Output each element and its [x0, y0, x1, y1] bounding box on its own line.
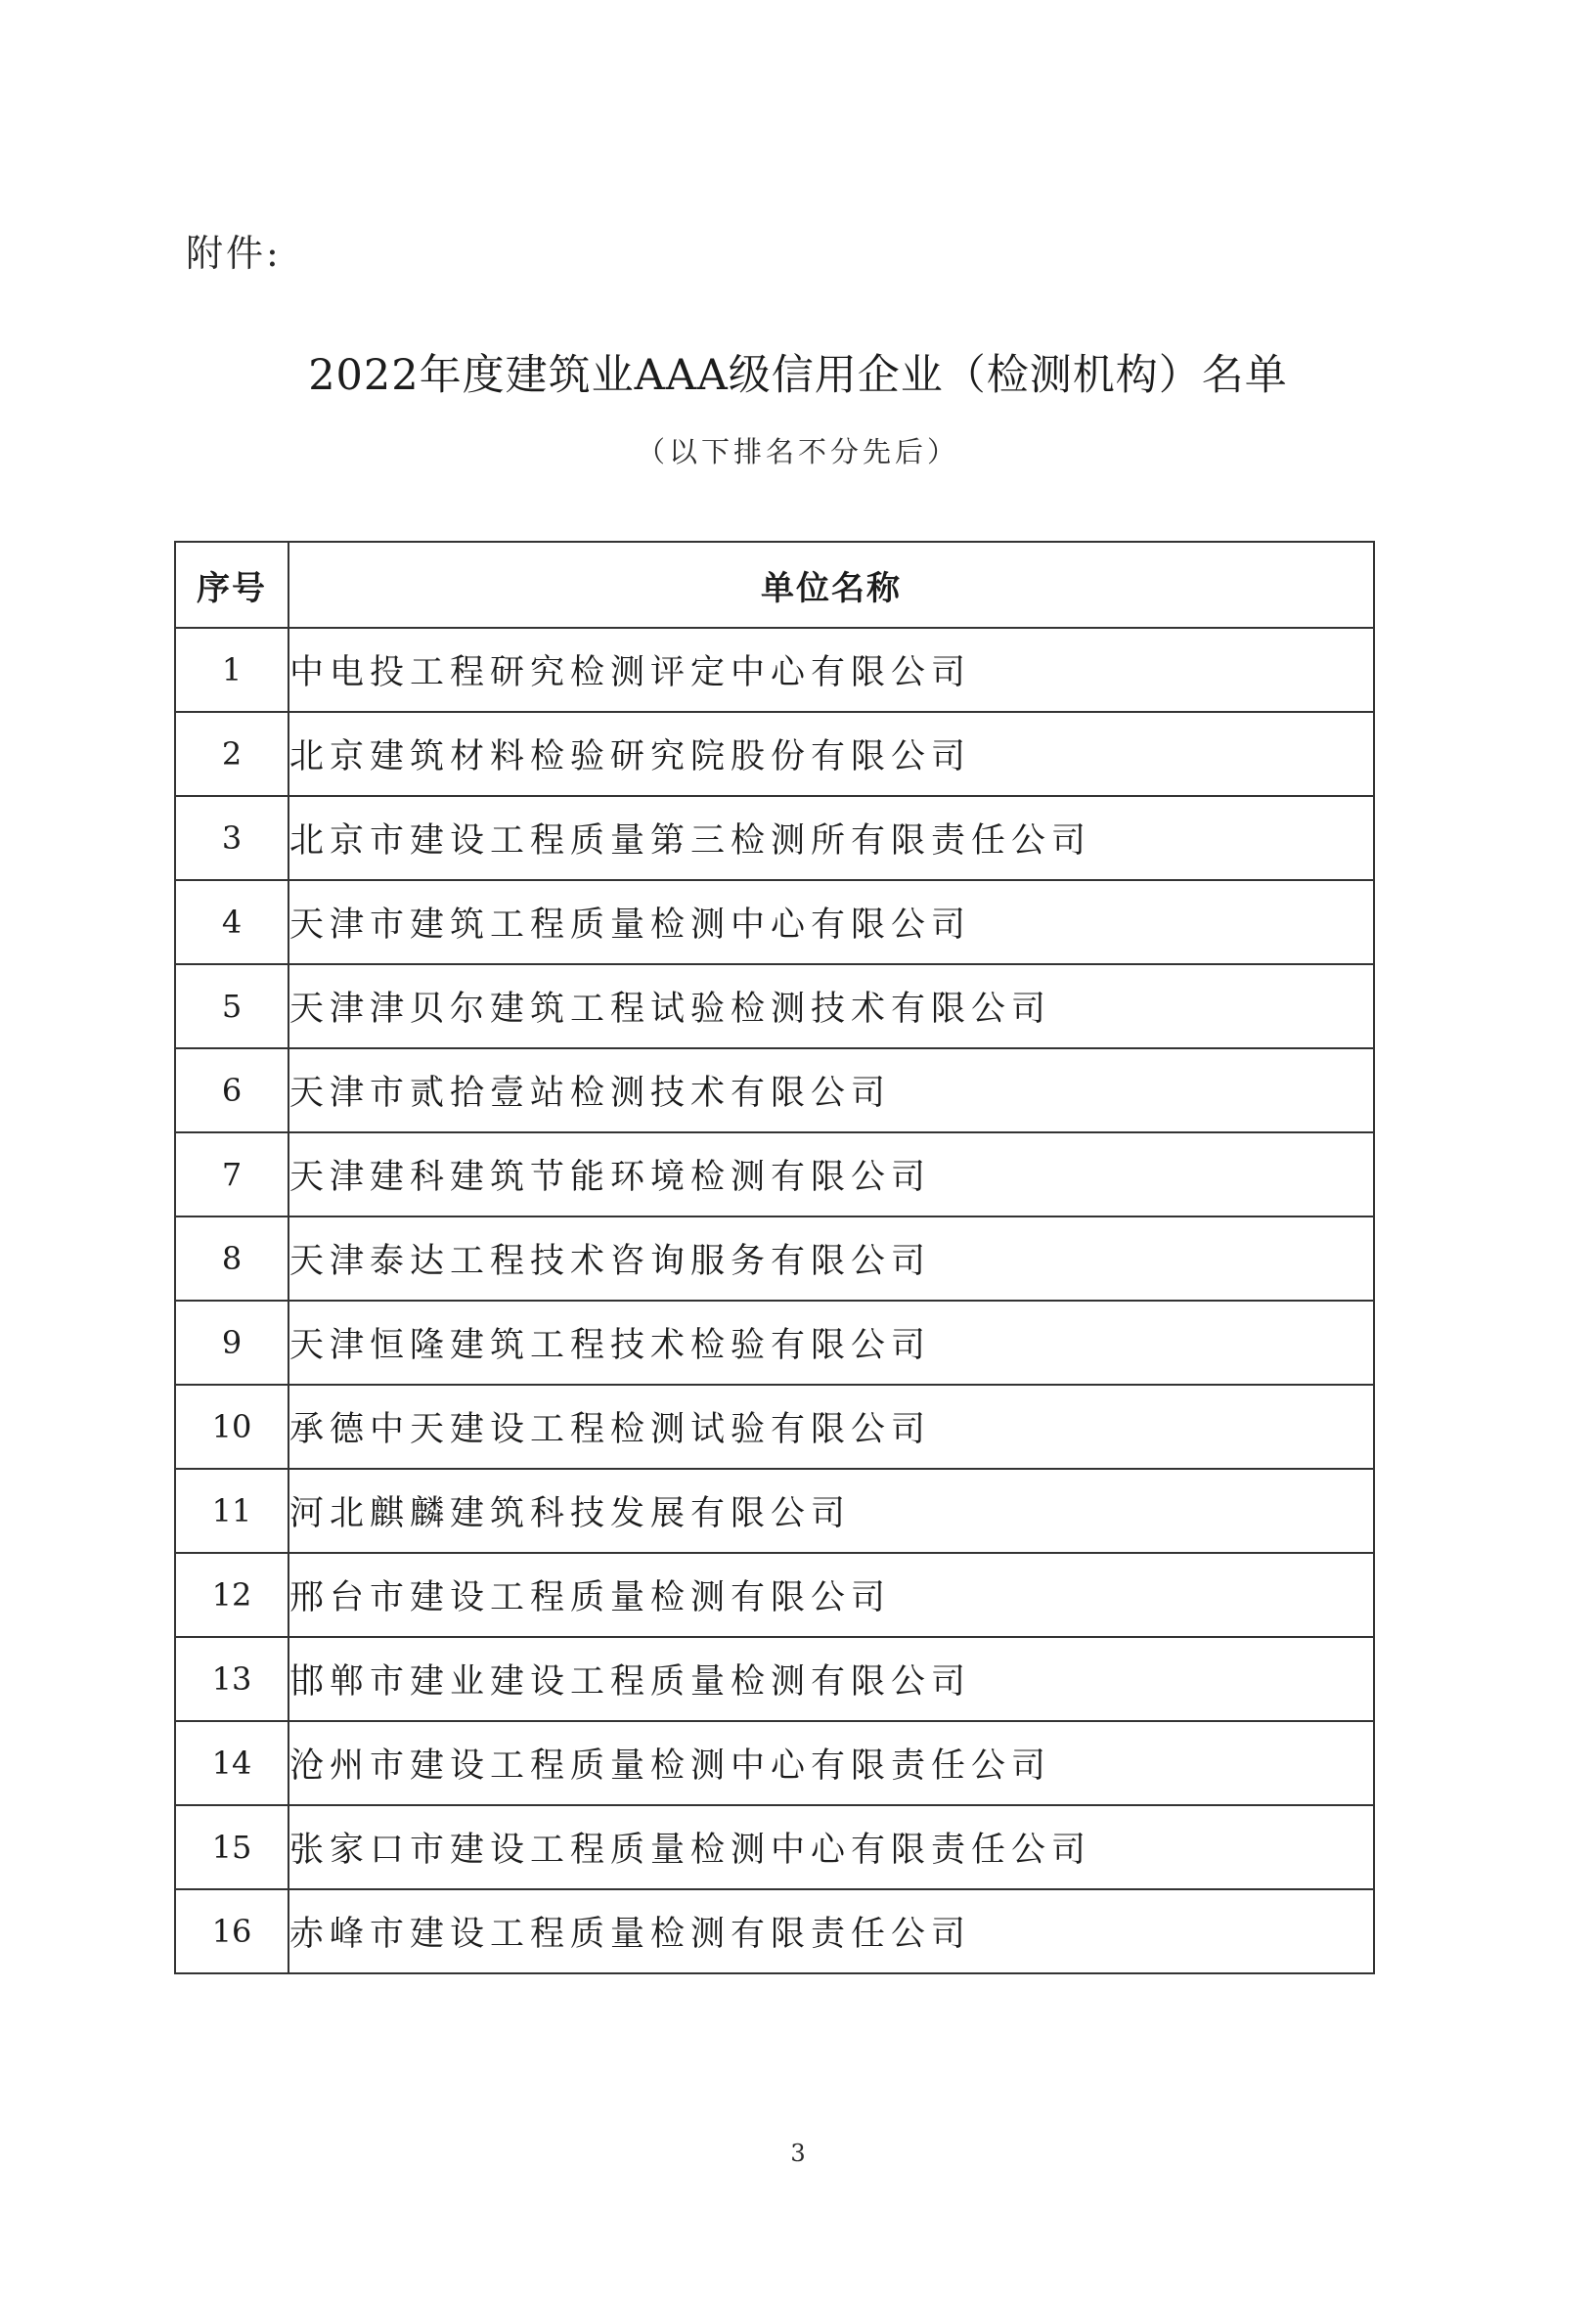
row-unit-name: 北京建筑材料检验研究院股份有限公司 — [288, 712, 1374, 796]
row-unit-name: 中电投工程研究检测评定中心有限公司 — [288, 628, 1374, 712]
attachment-label: 附件: — [186, 232, 282, 275]
row-unit-name: 天津建科建筑节能环境检测有限公司 — [288, 1132, 1374, 1216]
row-unit-name: 承德中天建设工程检测试验有限公司 — [288, 1385, 1374, 1469]
table-row — [175, 1132, 1374, 1216]
row-unit-name: 天津津贝尔建筑工程试验检测技术有限公司 — [288, 964, 1374, 1048]
row-serial-number: 13 — [175, 1637, 288, 1721]
table-row — [175, 1889, 1374, 1973]
table-body — [175, 628, 1374, 1973]
row-serial-number: 3 — [175, 796, 288, 880]
table-row — [175, 1805, 1374, 1889]
table-row — [175, 796, 1374, 880]
row-serial-number: 16 — [175, 1889, 288, 1973]
table-row — [175, 1216, 1374, 1301]
table-row — [175, 1301, 1374, 1385]
row-unit-name: 天津市贰拾壹站检测技术有限公司 — [288, 1048, 1374, 1132]
row-serial-number: 12 — [175, 1553, 288, 1637]
row-serial-number: 6 — [175, 1048, 288, 1132]
row-serial-number: 4 — [175, 880, 288, 964]
row-serial-number: 2 — [175, 712, 288, 796]
table-row — [175, 880, 1374, 964]
enterprise-list-table — [174, 541, 1375, 1974]
row-serial-number: 14 — [175, 1721, 288, 1805]
row-unit-name: 邯郸市建业建设工程质量检测有限公司 — [288, 1637, 1374, 1721]
row-unit-name: 邢台市建设工程质量检测有限公司 — [288, 1553, 1374, 1637]
table-row — [175, 1469, 1374, 1553]
row-unit-name: 张家口市建设工程质量检测中心有限责任公司 — [288, 1805, 1374, 1889]
row-unit-name: 北京市建设工程质量第三检测所有限责任公司 — [288, 796, 1374, 880]
row-serial-number: 10 — [175, 1385, 288, 1469]
header-unit-name: 单位名称 — [288, 542, 1374, 628]
table-row — [175, 628, 1374, 712]
row-serial-number: 8 — [175, 1216, 288, 1301]
table-row — [175, 1721, 1374, 1805]
table-row — [175, 1048, 1374, 1132]
row-serial-number: 1 — [175, 628, 288, 712]
row-unit-name: 赤峰市建设工程质量检测有限责任公司 — [288, 1889, 1374, 1973]
row-serial-number: 9 — [175, 1301, 288, 1385]
row-serial-number: 5 — [175, 964, 288, 1048]
page-number: 3 — [790, 2140, 806, 2167]
table-row — [175, 712, 1374, 796]
table-row — [175, 964, 1374, 1048]
row-serial-number: 11 — [175, 1469, 288, 1553]
row-unit-name: 沧州市建设工程质量检测中心有限责任公司 — [288, 1721, 1374, 1805]
table-header-row — [175, 542, 1374, 628]
row-unit-name: 天津恒隆建筑工程技术检验有限公司 — [288, 1301, 1374, 1385]
row-unit-name: 天津市建筑工程质量检测中心有限公司 — [288, 880, 1374, 964]
table-row — [175, 1385, 1374, 1469]
table-row — [175, 1553, 1374, 1637]
row-unit-name: 天津泰达工程技术咨询服务有限公司 — [288, 1216, 1374, 1301]
row-serial-number: 15 — [175, 1805, 288, 1889]
header-serial-number: 序号 — [175, 542, 288, 628]
row-unit-name: 河北麒麟建筑科技发展有限公司 — [288, 1469, 1374, 1553]
row-serial-number: 7 — [175, 1132, 288, 1216]
document-title: 2022年度建筑业AAA级信用企业（检测机构）名单 — [308, 351, 1288, 400]
document-subtitle: （以下排名不分先后） — [636, 435, 959, 468]
table-row — [175, 1637, 1374, 1721]
